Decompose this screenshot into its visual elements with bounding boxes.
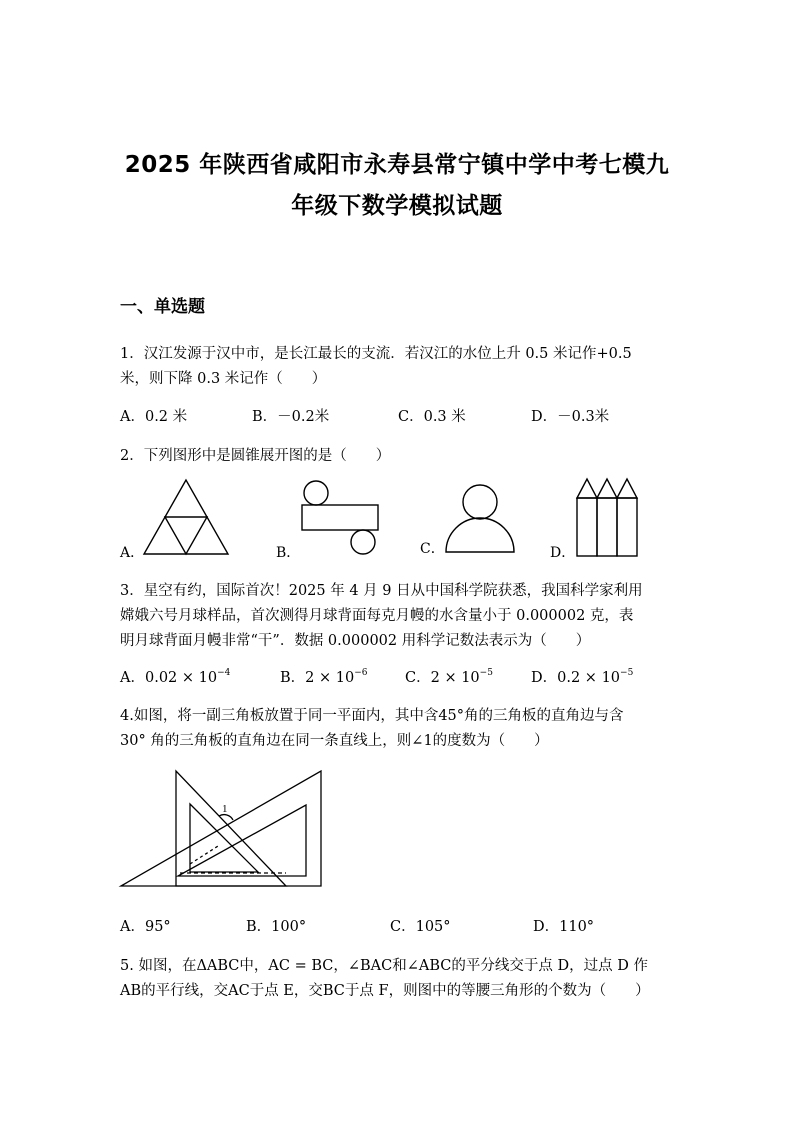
question-5-line-2: AB的平行线，交AC于点 E，交BC于点 F，则图中的等腰三角形的个数为（ ） bbox=[120, 983, 650, 999]
document-title-line-1: 2025 年陕西省咸阳市永寿县常宁镇中学中考七模九 bbox=[124, 152, 670, 178]
question-1-option-c: C．0.3 米 bbox=[398, 409, 466, 425]
figure-prism-net bbox=[574, 476, 644, 558]
question-4-line-1: 4.如图，将一副三角板放置于同一平面内，其中含45°角的三角板的直角边与含 bbox=[120, 708, 624, 724]
angle-1-label: 1 bbox=[222, 803, 228, 815]
question-2-label-c: C． bbox=[420, 541, 445, 557]
question-2-label-b: B． bbox=[276, 545, 301, 561]
question-3-option-b: B．$2 \times 10^{-6}$ bbox=[280, 668, 368, 686]
document-title-line-2: 年级下数学模拟试题 bbox=[291, 193, 503, 219]
question-1-line-1: 1．汉江发源于汉中市，是长江最长的支流．若汉江的水位上升 0.5 米记作+0.5 bbox=[120, 346, 632, 362]
question-3-option-c: C．$2 \times 10^{-5}$ bbox=[405, 668, 493, 686]
section-heading: 一、单选题 bbox=[120, 297, 205, 317]
question-1-line-2: 米，则下降 0.3 米记作（ ） bbox=[120, 371, 327, 387]
figure-triangle-net bbox=[140, 478, 232, 558]
question-1-option-d: D．－0.3米 bbox=[531, 409, 610, 425]
question-3-line-1: 3．星空有约，国际首次！2025 年 4 月 9 日从中国科学院获悉，我国科学家利用 bbox=[120, 583, 643, 599]
figure-cylinder-net bbox=[298, 478, 384, 558]
question-2-label-a: A． bbox=[120, 545, 145, 561]
question-3-line-3: 明月球背面月幔非常“干”．数据 0.000002 用科学记数法表示为（ ） bbox=[120, 633, 591, 649]
figure-set-squares bbox=[118, 768, 328, 890]
question-4-option-a: A．95° bbox=[120, 919, 171, 935]
question-4-option-b: B．100° bbox=[246, 919, 307, 935]
question-3-option-d: D．$0.2 \times 10^{-5}$ bbox=[531, 668, 634, 686]
question-3-line-2: 嫦娥六号月球样品，首次测得月球背面每克月幔的水含量小于 0.000002 克，表 bbox=[120, 608, 634, 624]
question-4-option-c: C．105° bbox=[390, 919, 451, 935]
question-2-label-d: D． bbox=[550, 545, 576, 561]
question-2-stem: 2．下列图形中是圆锥展开图的是（ ） bbox=[120, 448, 391, 464]
question-1-option-a: A．0.2 米 bbox=[120, 409, 188, 425]
question-5-line-1: 5. 如图，在ΔABC中，AC = BC，∠BAC和∠ABC的平分线交于点 D，过点 D 作 bbox=[120, 958, 648, 974]
question-4-option-d: D．110° bbox=[533, 919, 595, 935]
figure-cone-net bbox=[442, 480, 518, 556]
question-1-option-b: B．－0.2米 bbox=[252, 409, 330, 425]
question-3-option-a: A．$0.02 \times 10^{-4}$ bbox=[120, 668, 231, 686]
question-4-line-2: 30° 角的三角板的直角边在同一条直线上，则∠1的度数为（ ） bbox=[120, 733, 549, 749]
